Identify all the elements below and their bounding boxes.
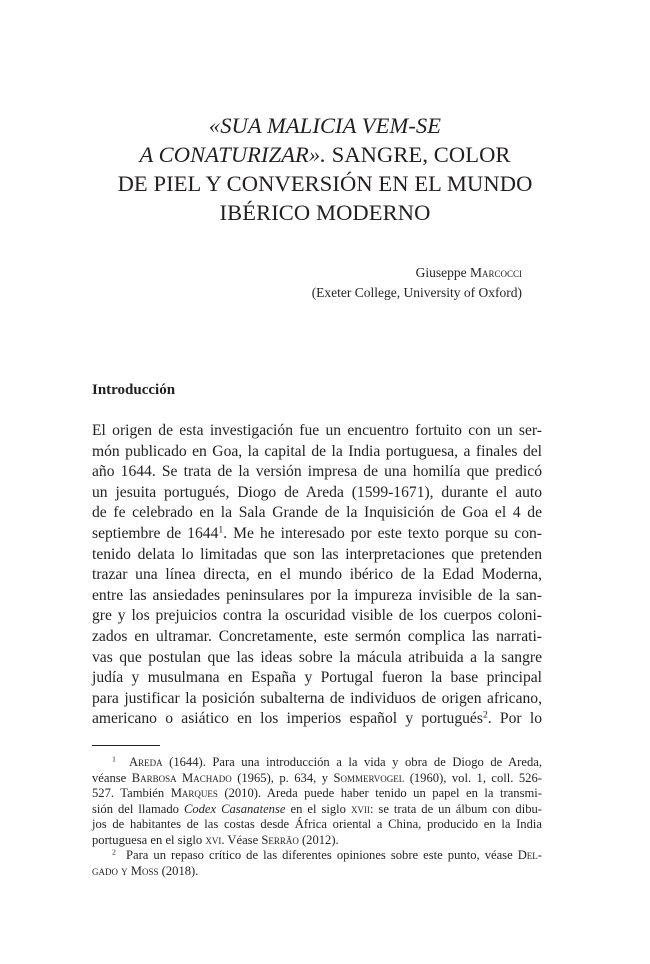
chapter-title xyxy=(60,111,590,227)
body-line: de fe celebrado en la Sala Grande de la Inquisición de Goa el 4 de xyxy=(92,504,542,522)
section-heading: Introducción xyxy=(92,382,176,398)
footnote-1-line: $^1$ Areda (1644). Para una introducción a la vida y obra de Diogo de Areda, xyxy=(112,754,542,769)
body-line: para justificar la posición subalterna de individuos de origen africano, xyxy=(92,689,542,707)
body-line: judía y musulmana en España y Portugal fueron la base principal xyxy=(92,669,542,687)
footnote-1-line: 527. También Marques (2010). Areda puede haber tenido un papel en la transmi- xyxy=(92,786,542,800)
body-line: gre y los prejuicios contra la oscuridad visible de los cuerpos coloni- xyxy=(92,607,542,625)
body-line: año 1644. Se trata de la versión impresa de una homilía que predicó xyxy=(92,463,542,481)
title-line-2: A CONATURIZAR». SANGRE, COLOR xyxy=(139,142,511,167)
footnote-ref-1[interactable]: 1 xyxy=(218,524,224,536)
author-affiliation: (Exeter College, University of Oxford) xyxy=(311,285,522,300)
body-line: americano o asiático en los imperios español y portugués$^2$. Por lo xyxy=(92,710,542,728)
body-line: septiembre de 1644$^1$. Me he interesado por este texto porque su con- xyxy=(92,524,542,542)
footnote-2-line: $^2$ Para un repaso crítico de las diferentes opiniones sobre este punto, véase Del- xyxy=(112,847,542,862)
footnote-separator xyxy=(92,745,160,746)
title-line-1: «SUA MALICIA VEM-SE xyxy=(208,113,442,138)
body-line: tenido delata lo limitadas que son las interpretaciones que pretenden xyxy=(92,545,542,563)
footnote-2-line: gado y Moss (2018). xyxy=(92,863,199,878)
footnotes xyxy=(92,755,542,879)
body-line: zados en ultramar. Concretamente, este sermón complica las narrati- xyxy=(92,627,542,645)
body-line: entre las ansiedades peninsulares por la impureza invisible de la san- xyxy=(92,586,542,604)
body-line: trazar una línea directa, en el mundo ibérico de la Edad Moderna, xyxy=(92,566,542,584)
body-text xyxy=(92,421,542,730)
footnote-mark-2: 2 xyxy=(112,847,116,857)
footnote-1-line: jos de habitantes de las costas desde África oriental a China, producido en la India xyxy=(92,817,542,831)
body-line: vas que postulan que las ideas sobre la mácula atribuida a la sangre xyxy=(92,648,542,666)
title-line-3: DE PIEL Y CONVERSIÓN EN EL MUNDO xyxy=(117,171,533,196)
footnote-1-line: sión del llamado Codex Casanatense en el siglo xvii: se trata de un álbum con dibu- xyxy=(92,801,542,816)
author-name: Giuseppe Marcocci xyxy=(415,265,522,280)
footnote-1-line: portuguesa en el siglo xvi. Véase Serrão (2012). xyxy=(92,832,339,847)
footnote-mark-1: 1 xyxy=(112,754,116,764)
body-line: El origen de esta investigación fue un encuentro fortuito con un ser- xyxy=(92,422,542,439)
title-line-4: IBÉRICO MODERNO xyxy=(219,200,431,225)
body-line: món publicado en Goa, la capital de la India portuguesa, a finales del xyxy=(92,442,542,460)
footnote-1-line: véanse Barbosa Machado (1965), p. 634, y Sommervogel (1960), vol. 1, coll. 526- xyxy=(92,770,542,785)
author-block xyxy=(312,263,522,303)
footnote-ref-2[interactable]: 2 xyxy=(482,710,488,721)
body-line: un jesuita portugués, Diogo de Areda (1599-1671), durante el auto xyxy=(92,483,542,501)
